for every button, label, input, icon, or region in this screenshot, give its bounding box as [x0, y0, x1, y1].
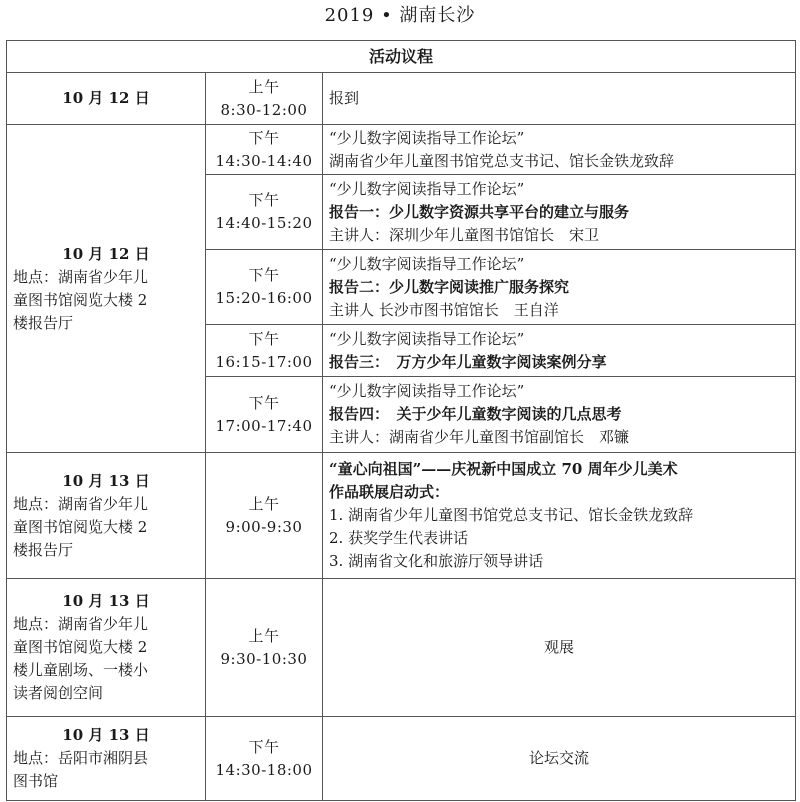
content-cell	[323, 175, 796, 250]
time-period: 下午	[248, 737, 280, 756]
location-line: 童图书馆阅览大楼 2	[13, 517, 148, 536]
location-line: 地点：湖南省少年儿	[13, 615, 149, 633]
location-line: 地点：湖南省少年儿	[13, 494, 149, 513]
report-title: 报告二：少儿数字阅读推广服务探究	[329, 277, 570, 296]
time-range: 8:30-12:00	[220, 100, 308, 119]
time-range: 9:30-10:30	[220, 649, 308, 668]
speaker-line: 主讲人：深圳少年儿童图书馆馆长 宋卫	[329, 225, 600, 244]
date-text: 10 月 12 日	[62, 89, 150, 107]
content-line: “少儿数字阅读指导工作论坛”	[329, 179, 525, 198]
time-cell	[206, 175, 323, 250]
location-line: 地点：湖南省少年儿	[13, 267, 149, 286]
content-line: “少儿数字阅读指导工作论坛”	[329, 382, 525, 400]
page-title: 2019 • 湖南长沙	[324, 5, 476, 26]
time-period: 下午	[248, 128, 280, 147]
speaker-line: 主讲人 长沙市图书馆馆长 王自洋	[329, 300, 559, 319]
location-line: 童图书馆阅览大楼 2	[13, 638, 148, 656]
content-cell	[323, 377, 796, 453]
table-row	[7, 453, 796, 579]
time-cell	[206, 250, 323, 325]
table-row	[7, 717, 796, 801]
time-cell	[206, 453, 323, 579]
table-row	[7, 73, 796, 125]
table-header-row	[7, 41, 796, 73]
time-cell	[206, 717, 323, 801]
table-row	[7, 579, 796, 717]
time-period: 上午	[248, 626, 280, 645]
content-cell	[323, 579, 796, 717]
content-cell	[323, 453, 796, 579]
content-cell	[323, 73, 796, 125]
time-range: 9:00-9:30	[225, 517, 303, 536]
date-text: 10 月 13 日	[62, 592, 150, 610]
time-period: 下午	[248, 329, 280, 348]
date-location-cell	[7, 453, 206, 579]
agenda-item: 2. 获奖学生代表讲话	[329, 529, 469, 547]
content-cell	[323, 250, 796, 325]
location-line: 地点：岳阳市湘阴县	[13, 749, 149, 767]
date-location-cell	[7, 579, 206, 717]
content-text: 观展	[543, 638, 574, 656]
date-text: 10 月 13 日	[62, 471, 150, 490]
location-line: 童图书馆阅览大楼 2	[13, 290, 148, 309]
time-cell	[206, 579, 323, 717]
content-text: 报到	[329, 89, 360, 107]
content-line: “少儿数字阅读指导工作论坛”	[329, 329, 525, 348]
time-range: 14:30-14:40	[215, 151, 313, 170]
table-row	[7, 125, 796, 175]
agenda-item: 1. 湖南省少年儿童图书馆党总支书记、馆长金铁龙致辞	[329, 506, 694, 524]
time-period: 下午	[248, 191, 280, 209]
time-period: 下午	[248, 393, 280, 412]
location-line: 楼报告厅	[13, 313, 74, 332]
event-title-cont: 作品联展启动式：	[329, 483, 450, 501]
agenda-table	[6, 40, 796, 801]
content-line: “少儿数字阅读指导工作论坛”	[329, 254, 525, 273]
time-period: 上午	[248, 77, 280, 96]
content-line: “少儿数字阅读指导工作论坛”	[329, 128, 525, 147]
time-cell	[206, 73, 323, 125]
time-cell	[206, 325, 323, 377]
table-header: 活动议程	[7, 41, 796, 73]
content-line: 湖南省少年儿童图书馆党总支书记、馆长金铁龙致辞	[329, 151, 675, 170]
time-cell	[206, 125, 323, 175]
location-line: 图书馆	[13, 772, 59, 790]
time-period: 上午	[248, 494, 280, 513]
content-cell	[323, 325, 796, 377]
date-text: 10 月 12 日	[62, 244, 150, 263]
event-title: “童心向祖国”——庆祝新中国成立 70 周年少儿美术	[329, 460, 678, 478]
agenda-item: 3. 湖南省文化和旅游厅领导讲话	[329, 552, 544, 570]
location-line: 楼儿童剧场、一楼小	[13, 661, 149, 679]
date-location-cell	[7, 717, 206, 801]
content-cell	[323, 717, 796, 801]
time-range: 15:20-16:00	[215, 289, 313, 307]
location-line: 读者阅创空间	[13, 684, 104, 702]
date-text: 10 月 13 日	[62, 726, 150, 744]
time-period: 下午	[248, 266, 280, 284]
speaker-line: 主讲人：湖南省少年儿童图书馆副馆长 邓镰	[329, 428, 630, 446]
report-title: 报告三： 万方少年儿童数字阅读案例分享	[329, 352, 607, 371]
report-title: 报告四： 关于少年儿童数字阅读的几点思考	[329, 405, 622, 423]
report-title: 报告一：少儿数字资源共享平台的建立与服务	[329, 202, 630, 221]
date-location-cell	[7, 125, 206, 453]
location-line: 楼报告厅	[13, 540, 74, 559]
time-cell	[206, 377, 323, 453]
time-range: 16:15-17:00	[215, 352, 313, 371]
time-range: 14:40-15:20	[215, 214, 313, 232]
time-range: 14:30-18:00	[215, 760, 313, 779]
content-text: 论坛交流	[528, 749, 589, 767]
time-range: 17:00-17:40	[215, 416, 313, 435]
content-cell	[323, 125, 796, 175]
date-cell	[7, 73, 206, 125]
